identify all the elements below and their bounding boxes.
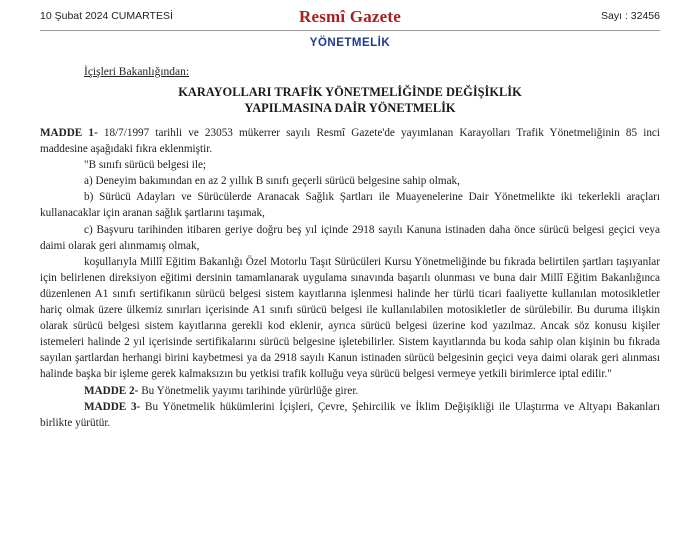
article-2-label: MADDE 2- bbox=[84, 384, 139, 397]
regulation-title bbox=[40, 84, 660, 116]
item-c: c) Başvuru tarihinden itibaren geriye doğru beş yıl içinde 2918 sayılı Kanuna istinaden daha önce sürücü belgesi geçici veya daimi olarak geri alınmamış olmak, bbox=[40, 223, 660, 252]
gazette-title: Resmî Gazete bbox=[299, 7, 401, 26]
article-3-text: Bu Yönetmelik hükümlerini İçişleri, Çevre, Şehircilik ve İklim Değişikliği ile Ulaştırma ve Altyapı Bakanları birlikte yürütür. bbox=[40, 400, 660, 429]
regulation-title-line-2: YAPILMASINA DAİR YÖNETMELİK bbox=[244, 101, 456, 115]
article-3-label: MADDE 3- bbox=[84, 400, 141, 413]
regulation-body bbox=[40, 125, 660, 431]
conditions-paragraph: koşullarıyla Millî Eğitim Bakanlığı Özel Motorlu Taşıt Sürücüleri Kursu Yönetmeliğinde bu fıkrada belirtilen şartları taşıyanlar için belirlenen direksiyon eğitimi dersinin tamamlanarak uygulama sınavında başarılı olunması ve buna dair Millî Eğitim Bakanlığınca düzenlenen A1 sınıfı sertifikanın sürücü belgesi sistem kayıtlarına işlenmesi halinde her türlü ticari faaliyette kullanılan motosikletler hariç olmak üzere ülkemiz sınırları içerisinde A1 sınıfı sürücü belgesi ile kullanılabilen motosikletler de sürülebilir. Bu duruma ilişkin olarak sürücü belgesi sistem kayıtlarına gerekli kod eklenir, ayrıca sürücü belgesi üzerine kod yazılmaz. Ancak söz konusu kişiler istemeleri halinde 2 yıl içerisinde sertifikalarını sürücü belgesine işletebilirler. Sistem kayıtlarında bu koda sahip olan kişinin bu fıkrada sayılan şartlardan herhangi birini kaybetmesi ya da 2918 sayılı Kanun istinaden sürücü belgesinin geçici veya daimi olarak geri alınması halinde başka bir işleme gerek kalmaksızın bu yetkisi trafik kolluğu veya sürücü belgesi vermeye yetkili birimlerce iptal edilir." bbox=[40, 255, 660, 381]
issue-number: Sayı : 32456 bbox=[601, 10, 660, 22]
ministry-name: İçişleri Bakanlığından: bbox=[84, 66, 190, 78]
article-2-text: Bu Yönetmelik yayımı tarihinde yürürlüğe girer. bbox=[141, 384, 359, 397]
item-a: a) Deneyim bakımından en az 2 yıllık B sınıfı geçerli sürücü belgesine sahip olmak, bbox=[84, 175, 460, 188]
article-3 bbox=[40, 399, 660, 431]
article-1 bbox=[40, 125, 660, 157]
header-divider bbox=[40, 30, 660, 31]
quote-intro: "B sınıfı sürücü belgesi ile; bbox=[84, 159, 207, 172]
article-1-text: 18/7/1997 tarihli ve 23053 mükerrer sayılı Resmî Gazete'de yayımlanan Karayolları Trafik Yönetmeliğinin 85 inci maddesine aşağıdaki fıkra eklenmiştir. bbox=[40, 127, 660, 156]
article-2 bbox=[40, 383, 660, 399]
item-b: b) Sürücü Adayları ve Sürücülerde Aranacak Sağlık Şartları ile Muayenelerine Dair Yönetmelikte iki tekerlekli araçları kullanacaklar için aranan sağlık şartlarını taşımak, bbox=[40, 191, 660, 220]
page-header bbox=[40, 7, 660, 27]
article-1-label: MADDE 1- bbox=[40, 127, 98, 139]
section-heading: YÖNETMELİK bbox=[309, 37, 391, 49]
issue-date: 10 Şubat 2024 CUMARTESİ bbox=[40, 10, 173, 22]
regulation-title-line-1: KARAYOLLARI TRAFİK YÖNETMELİĞİNDE DEĞİŞİKLİK bbox=[178, 85, 522, 99]
